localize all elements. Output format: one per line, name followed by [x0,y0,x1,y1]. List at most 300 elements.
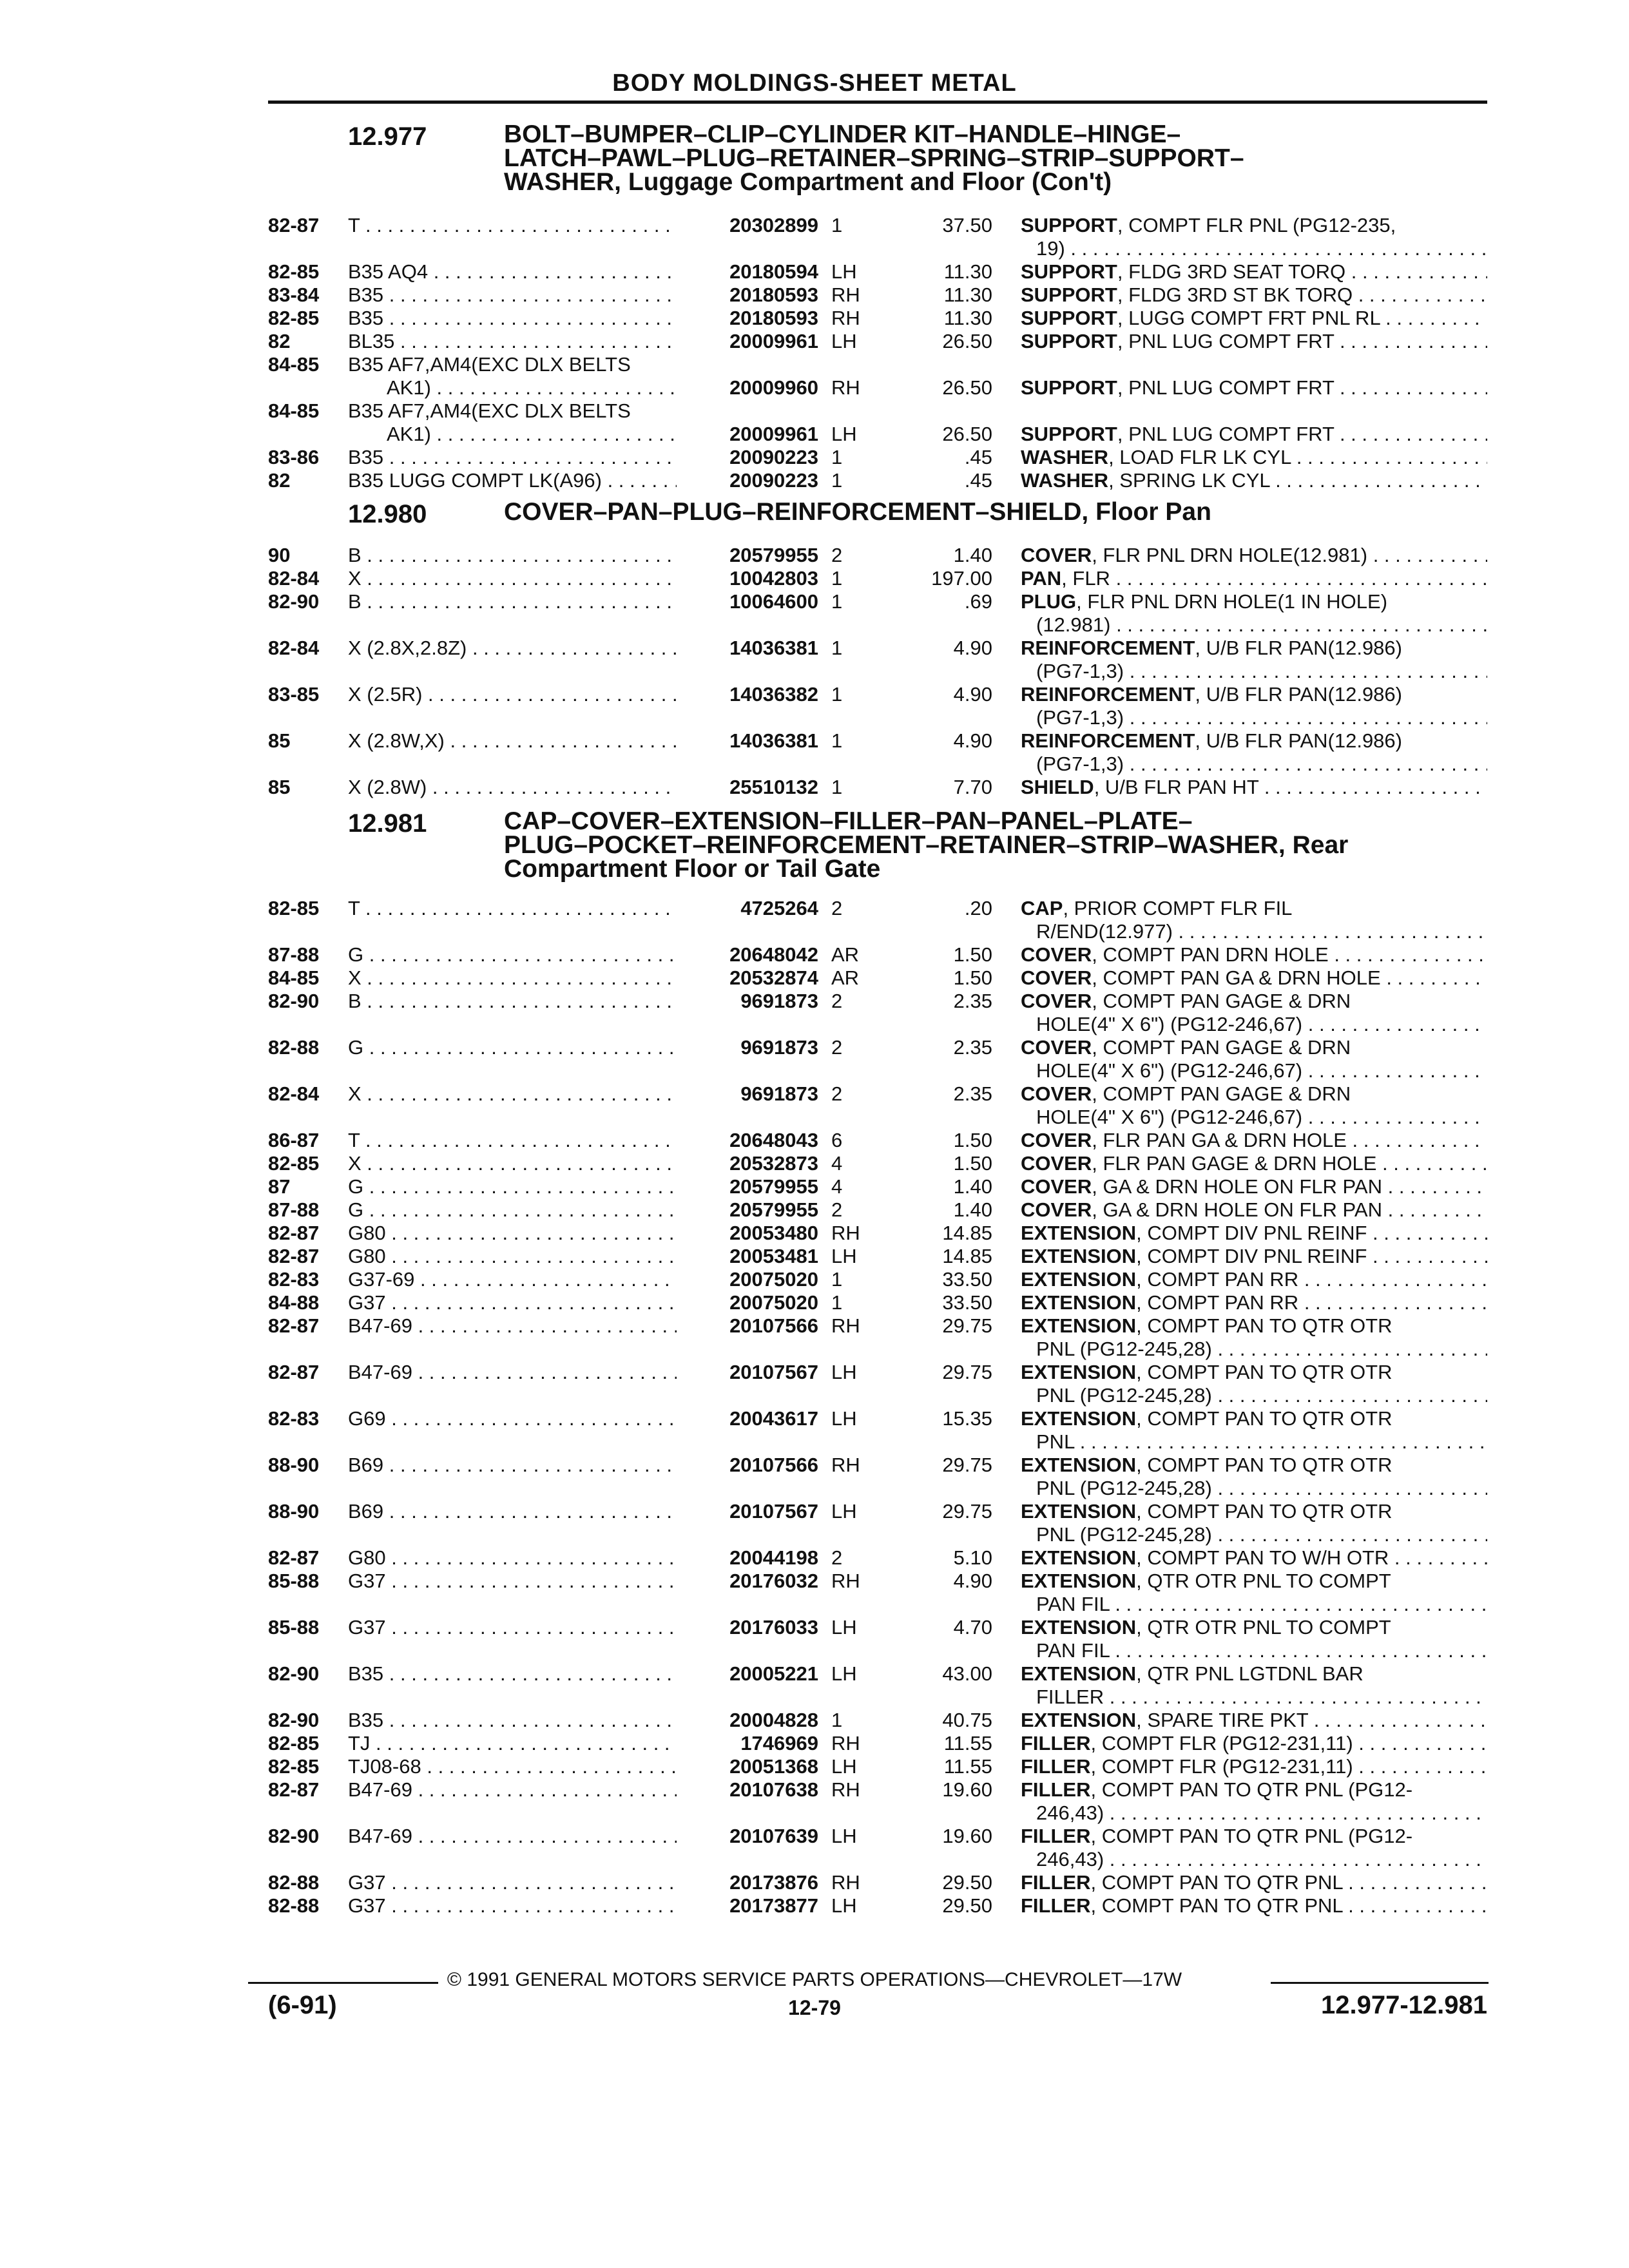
part-number: 4725264 [740,897,818,919]
model-code: G . . . [348,1036,677,1059]
header-rule [268,101,1487,104]
part-number: 20107639 [729,1825,818,1847]
part-number: 20180593 [729,284,818,306]
part-name: EXTENSION [1021,1245,1137,1267]
year-range: 82-85 [268,1732,320,1754]
model-code: G . . . [348,1175,677,1198]
part-name: PLUG [1021,590,1077,613]
part-description-detail: , COMPT DIV PNL REINF [1136,1245,1367,1267]
part-description [1021,1314,1487,1338]
quantity: RH [831,1314,860,1337]
quantity: LH [831,1407,857,1430]
year-range: 82-85 [268,307,320,329]
year-range: 88-90 [268,1454,320,1476]
part-description-detail: , PNL LUG COMPT FRT [1117,376,1335,399]
price: 19.60 [942,1778,992,1801]
quantity: 2 [831,544,843,566]
part-number: 20173877 [729,1894,818,1917]
part-name: REINFORCEMENT [1021,683,1195,706]
year-range: 82-88 [268,1036,320,1059]
part-description [1021,1198,1487,1222]
description-continued-text: (PG7-1,3) . . . [1036,706,1487,729]
price: 11.30 [943,307,992,329]
price: 4.90 [953,729,992,752]
part-number: 20107567 [729,1361,818,1383]
part-number: 20004828 [729,1709,818,1731]
part-description [1021,1732,1487,1755]
model-code: T . . . [348,214,677,237]
footer-date-code: (6-91) [268,1991,337,2019]
part-number: 20180593 [729,307,818,329]
part-description-detail: , LUGG COMPT FRT PNL RL [1117,307,1380,329]
section-title-line: COVER–PAN–PLUG–REINFORCEMENT–SHIELD, Floor Pan [504,498,1211,526]
part-description-detail: , LOAD FLR LK CYL [1108,446,1291,468]
quantity: 4 [831,1175,843,1198]
price: 4.70 [953,1616,992,1639]
quantity: 2 [831,1036,843,1059]
part-description [1021,897,1487,920]
description-continued-text: HOLE(4" X 6") (PG12-246,67) . . . [1036,1106,1487,1129]
price: 29.75 [942,1454,992,1476]
part-number: 20044198 [729,1546,818,1569]
part-name: CAP [1021,897,1063,919]
quantity: RH [831,1778,860,1801]
part-name: EXTENSION [1021,1268,1137,1291]
model-code: G37-69 . . . [348,1268,677,1291]
part-description-detail: , FLR PNL DRN HOLE(12.981) [1092,544,1368,566]
part-name: WASHER [1021,446,1109,468]
part-description-detail: , COMPT PAN GA & DRN HOLE [1092,966,1381,989]
part-description [1021,1152,1487,1175]
year-range: 82-85 [268,1755,320,1778]
part-name: EXTENSION [1021,1709,1137,1731]
part-description [1021,330,1487,353]
price: 4.90 [953,1570,992,1592]
year-range: 82-90 [268,1662,320,1685]
part-number: 20009961 [729,423,818,445]
part-description [1021,943,1487,966]
model-code: B47-69 . . . [348,1314,677,1338]
part-description [1021,1570,1487,1593]
part-name: EXTENSION [1021,1291,1137,1314]
part-name: SUPPORT [1021,423,1117,445]
part-description [1021,1616,1487,1639]
part-number: 20107566 [729,1454,818,1476]
model-code: T . . . [348,1129,677,1152]
description-continued-text: PNL (PG12-245,28) . . . [1036,1338,1487,1361]
part-number: 20107566 [729,1314,818,1337]
price: 37.50 [942,214,992,236]
part-number: 25510132 [729,776,818,798]
year-range: 83-84 [268,284,320,306]
part-name: SHIELD [1021,776,1094,798]
page-title: BODY MOLDINGS-SHEET METAL [612,70,1017,97]
quantity: LH [831,1825,857,1847]
model-code: G69 . . . [348,1407,677,1430]
description-continued-text: (PG7-1,3) . . . [1036,753,1487,776]
price: 2.35 [953,1036,992,1059]
model-code: G37 . . . [348,1291,677,1314]
part-name: FILLER [1021,1825,1091,1847]
year-range: 84-85 [268,399,320,422]
part-description [1021,567,1487,590]
year-range: 85 [268,776,291,798]
model-code: G37 . . . [348,1894,677,1917]
part-number: 20090223 [729,446,818,468]
part-description [1021,683,1487,706]
description-continued-text: PNL (PG12-245,28) . . . [1036,1384,1487,1407]
price: 14.85 [942,1245,992,1267]
section-title-line: CAP–COVER–EXTENSION–FILLER–PAN–PANEL–PLATE– [504,807,1193,835]
year-range: 82-87 [268,1245,320,1267]
part-number: 20005221 [729,1662,818,1685]
section-title-line: PLUG–POCKET–REINFORCEMENT–RETAINER–STRIP–WASHER, Rear [504,831,1349,859]
part-number: 9691873 [740,990,818,1012]
year-range: 82-85 [268,260,320,283]
model-code: B47-69 . . . [348,1361,677,1384]
quantity: 1 [831,1268,843,1291]
model-code: G80 . . . [348,1546,677,1570]
part-name: SUPPORT [1021,260,1117,283]
price: 26.50 [942,376,992,399]
footer-page-number: 12-79 [788,1996,841,2019]
model-code: B69 . . . [348,1500,677,1523]
model-code: B . . . [348,990,677,1013]
quantity: AR [831,943,860,966]
year-range: 87 [268,1175,291,1198]
part-description-detail: , FLDG 3RD SEAT TORQ [1117,260,1346,283]
part-description-detail: , COMPT FLR (PG12-231,11) [1090,1755,1353,1778]
description-continued-text: 246,43) . . . [1036,1848,1487,1871]
part-description [1021,1662,1487,1686]
year-range: 82-88 [268,1871,320,1894]
model-code: G37 . . . [348,1570,677,1593]
price: 29.50 [942,1894,992,1917]
model-code: B35 . . . [348,1709,677,1732]
year-range: 83-86 [268,446,320,468]
price: 4.90 [953,683,992,706]
part-number: 20648043 [729,1129,818,1151]
part-name: FILLER [1021,1871,1091,1894]
price: 11.55 [943,1755,992,1778]
model-code: G . . . [348,943,677,966]
price: 5.10 [953,1546,992,1569]
model-code: X (2.8W,X) . . . [348,729,677,753]
part-description [1021,1361,1487,1384]
quantity: LH [831,1361,857,1383]
part-name: COVER [1021,943,1092,966]
year-range: 82-87 [268,1314,320,1337]
quantity: RH [831,376,860,399]
model-code: B35 . . . [348,446,677,469]
year-range: 85 [268,729,291,752]
year-range: 82-90 [268,590,320,613]
part-number: 20051368 [729,1755,818,1778]
part-number: 20176032 [729,1570,818,1592]
model-code: X . . . [348,1152,677,1175]
quantity: 1 [831,590,843,613]
part-description-detail: , U/B FLR PAN(12.986) [1195,683,1402,706]
part-description-detail: , COMPT PAN TO QTR OTR [1136,1500,1393,1523]
year-range: 82-90 [268,1709,320,1731]
price: .69 [964,590,992,613]
price: .45 [964,469,992,492]
quantity: LH [831,330,857,352]
quantity: LH [831,260,857,283]
part-name: SUPPORT [1021,214,1117,236]
part-description-detail: , COMPT PAN TO QTR PNL [1090,1871,1343,1894]
quantity: 4 [831,1152,843,1175]
year-range: 85-88 [268,1570,320,1592]
part-number: 10064600 [729,590,818,613]
quantity: 1 [831,637,843,659]
part-description [1021,590,1487,613]
part-description-detail: , FLDG 3RD ST BK TORQ [1117,284,1353,306]
part-number: 20009960 [729,376,818,399]
part-description-detail: , COMPT PAN TO QTR OTR [1136,1314,1393,1337]
part-description-detail: , U/B FLR PAN(12.986) [1195,729,1402,752]
section-title-line: WASHER, Luggage Compartment and Floor (Con't) [504,168,1112,196]
part-description [1021,214,1487,237]
part-number: 14036381 [729,637,818,659]
model-code-continued: AK1) . . . [387,376,677,399]
model-code: B47-69 . . . [348,1825,677,1848]
part-description-detail: , FLR PNL DRN HOLE(1 IN HOLE) [1076,590,1388,613]
year-range: 82-87 [268,214,320,236]
part-description [1021,776,1487,799]
model-code: G37 . . . [348,1871,677,1894]
model-code: X (2.8X,2.8Z) . . . [348,637,677,660]
part-description-detail: , U/B FLR PAN HT [1094,776,1259,798]
section-number: 12.977 [348,122,427,151]
year-range: 84-85 [268,353,320,376]
model-code: B35 . . . [348,1662,677,1686]
price: 11.30 [943,260,992,283]
quantity: LH [831,1755,857,1778]
part-number: 20173876 [729,1871,818,1894]
price: 26.50 [942,423,992,445]
part-description [1021,469,1487,492]
part-description [1021,966,1487,990]
part-number: 20648042 [729,943,818,966]
quantity: LH [831,1500,857,1523]
part-name: SUPPORT [1021,307,1117,329]
price: 1.40 [953,544,992,566]
part-description-detail: , COMPT PAN TO QTR OTR [1136,1407,1393,1430]
part-description [1021,990,1487,1013]
price: 29.75 [942,1361,992,1383]
price: 1.40 [953,1175,992,1198]
part-description [1021,1825,1487,1848]
part-name: EXTENSION [1021,1500,1137,1523]
quantity: LH [831,1245,857,1267]
description-continued-text: PAN FIL . . . [1036,1639,1487,1662]
part-description [1021,1082,1487,1106]
part-description [1021,1222,1487,1245]
part-description [1021,1546,1487,1570]
year-range: 87-88 [268,1198,320,1221]
part-description-detail: , COMPT PAN TO W/H OTR [1136,1546,1389,1569]
part-description-detail: , COMPT FLR PNL (PG12-235, [1117,214,1396,236]
year-range: 82 [268,469,291,492]
quantity: 1 [831,567,843,590]
part-description-detail: , COMPT DIV PNL REINF [1136,1222,1367,1244]
part-number: 20107638 [729,1778,818,1801]
model-code: G80 . . . [348,1222,677,1245]
price: 2.35 [953,990,992,1012]
part-description [1021,544,1487,567]
part-number: 20532873 [729,1152,818,1175]
part-name: FILLER [1021,1732,1091,1754]
quantity: AR [831,966,860,989]
part-description [1021,1871,1487,1894]
part-number: 20075020 [729,1268,818,1291]
price: 11.30 [943,284,992,306]
part-number: 20180594 [729,260,818,283]
quantity: 1 [831,729,843,752]
quantity: RH [831,284,860,306]
part-number: 20579955 [729,544,818,566]
part-name: REINFORCEMENT [1021,729,1195,752]
year-range: 82-88 [268,1894,320,1917]
description-continued-text: FILLER . . . [1036,1686,1487,1709]
part-number: 20043617 [729,1407,818,1430]
quantity: 2 [831,1082,843,1105]
year-range: 88-90 [268,1500,320,1523]
model-code: G37 . . . [348,1616,677,1639]
part-description-detail: , QTR OTR PNL TO COMPT [1136,1570,1391,1592]
part-name: EXTENSION [1021,1570,1137,1592]
model-code: B . . . [348,544,677,567]
price: 14.85 [942,1222,992,1244]
part-description-detail: , COMPT PAN GAGE & DRN [1092,1082,1351,1105]
price: 4.90 [953,637,992,659]
quantity: 1 [831,469,843,492]
section-number: 12.981 [348,809,427,838]
quantity: 1 [831,1709,843,1731]
part-description-detail: , COMPT FLR (PG12-231,11) [1090,1732,1353,1754]
part-description-detail: , PNL LUG COMPT FRT [1117,423,1335,445]
year-range: 82-84 [268,1082,320,1105]
part-name: EXTENSION [1021,1314,1137,1337]
year-range: 82-83 [268,1268,320,1291]
quantity: 2 [831,1198,843,1221]
part-description-detail: , SPARE TIRE PKT [1136,1709,1309,1731]
model-code: X . . . [348,567,677,590]
part-description-detail: , QTR OTR PNL TO COMPT [1136,1616,1391,1639]
part-name: SUPPORT [1021,330,1117,352]
part-name: COVER [1021,966,1092,989]
part-description-detail: , GA & DRN HOLE ON FLR PAN [1092,1175,1382,1198]
quantity: RH [831,1871,860,1894]
section-title-line: BOLT–BUMPER–CLIP–CYLINDER KIT–HANDLE–HINGE– [504,120,1181,148]
year-range: 82-87 [268,1361,320,1383]
quantity: RH [831,1732,860,1754]
part-number: 20090223 [729,469,818,492]
year-range: 82-84 [268,567,320,590]
part-number: 10042803 [729,567,818,590]
quantity: LH [831,1894,857,1917]
part-number: 20302899 [729,214,818,236]
model-code: B35 LUGG COMPT LK(A96) . . . [348,469,677,492]
year-range: 82-84 [268,637,320,659]
part-description-detail: , COMPT PAN TO QTR PNL [1090,1894,1343,1917]
description-continued-text: 19) . . . [1036,237,1487,260]
description-continued-text: HOLE(4" X 6") (PG12-246,67) . . . [1036,1059,1487,1082]
part-name: COVER [1021,1129,1092,1151]
part-number: 14036382 [729,683,818,706]
quantity: RH [831,1570,860,1592]
part-description-detail: , COMPT PAN TO QTR OTR [1136,1361,1393,1383]
year-range: 82-90 [268,1825,320,1847]
part-name: EXTENSION [1021,1407,1137,1430]
model-code: X . . . [348,1082,677,1106]
part-number: 20075020 [729,1291,818,1314]
part-name: COVER [1021,544,1092,566]
part-description [1021,1268,1487,1291]
part-number: 20107567 [729,1500,818,1523]
quantity: 1 [831,1291,843,1314]
part-description-detail: , COMPT PAN RR [1136,1291,1299,1314]
part-name: SUPPORT [1021,376,1117,399]
price: 1.40 [953,1198,992,1221]
year-range: 90 [268,544,291,566]
price: 2.35 [953,1082,992,1105]
section-title-line: Compartment Floor or Tail Gate [504,855,881,883]
model-code: G . . . [348,1198,677,1222]
part-description-detail: , GA & DRN HOLE ON FLR PAN [1092,1198,1382,1221]
part-description [1021,260,1487,284]
year-range: 82-85 [268,1152,320,1175]
year-range: 86-87 [268,1129,320,1151]
part-number: 20053481 [729,1245,818,1267]
part-name: COVER [1021,990,1092,1012]
part-name: WASHER [1021,469,1109,492]
price: 11.55 [943,1732,992,1754]
model-code: TJ . . . [348,1732,677,1755]
part-number: 14036381 [729,729,818,752]
quantity: RH [831,1454,860,1476]
price: 29.50 [942,1871,992,1894]
part-description-detail: , U/B FLR PAN(12.986) [1195,637,1402,659]
part-name: COVER [1021,1036,1092,1059]
price: 43.00 [942,1662,992,1685]
part-description-detail: , FLR [1061,567,1110,590]
quantity: 6 [831,1129,843,1151]
year-range: 82 [268,330,291,352]
price: .45 [964,446,992,468]
price: 29.75 [942,1314,992,1337]
section-number: 12.980 [348,500,427,528]
year-range: 82-83 [268,1407,320,1430]
year-range: 82-90 [268,990,320,1012]
part-number: 20579955 [729,1175,818,1198]
price: 15.35 [942,1407,992,1430]
description-continued-text: (12.981) . . . [1036,613,1487,637]
part-name: FILLER [1021,1755,1091,1778]
description-continued-text: 246,43) . . . [1036,1802,1487,1825]
price: 33.50 [942,1291,992,1314]
part-name: COVER [1021,1175,1092,1198]
part-description [1021,284,1487,307]
part-name: EXTENSION [1021,1361,1137,1383]
part-description-detail: , SPRING LK CYL [1108,469,1270,492]
part-name: COVER [1021,1082,1092,1105]
part-description [1021,1245,1487,1268]
description-continued-text: (PG7-1,3) . . . [1036,660,1487,683]
description-continued-text: PNL (PG12-245,28) . . . [1036,1477,1487,1500]
quantity: LH [831,1662,857,1685]
